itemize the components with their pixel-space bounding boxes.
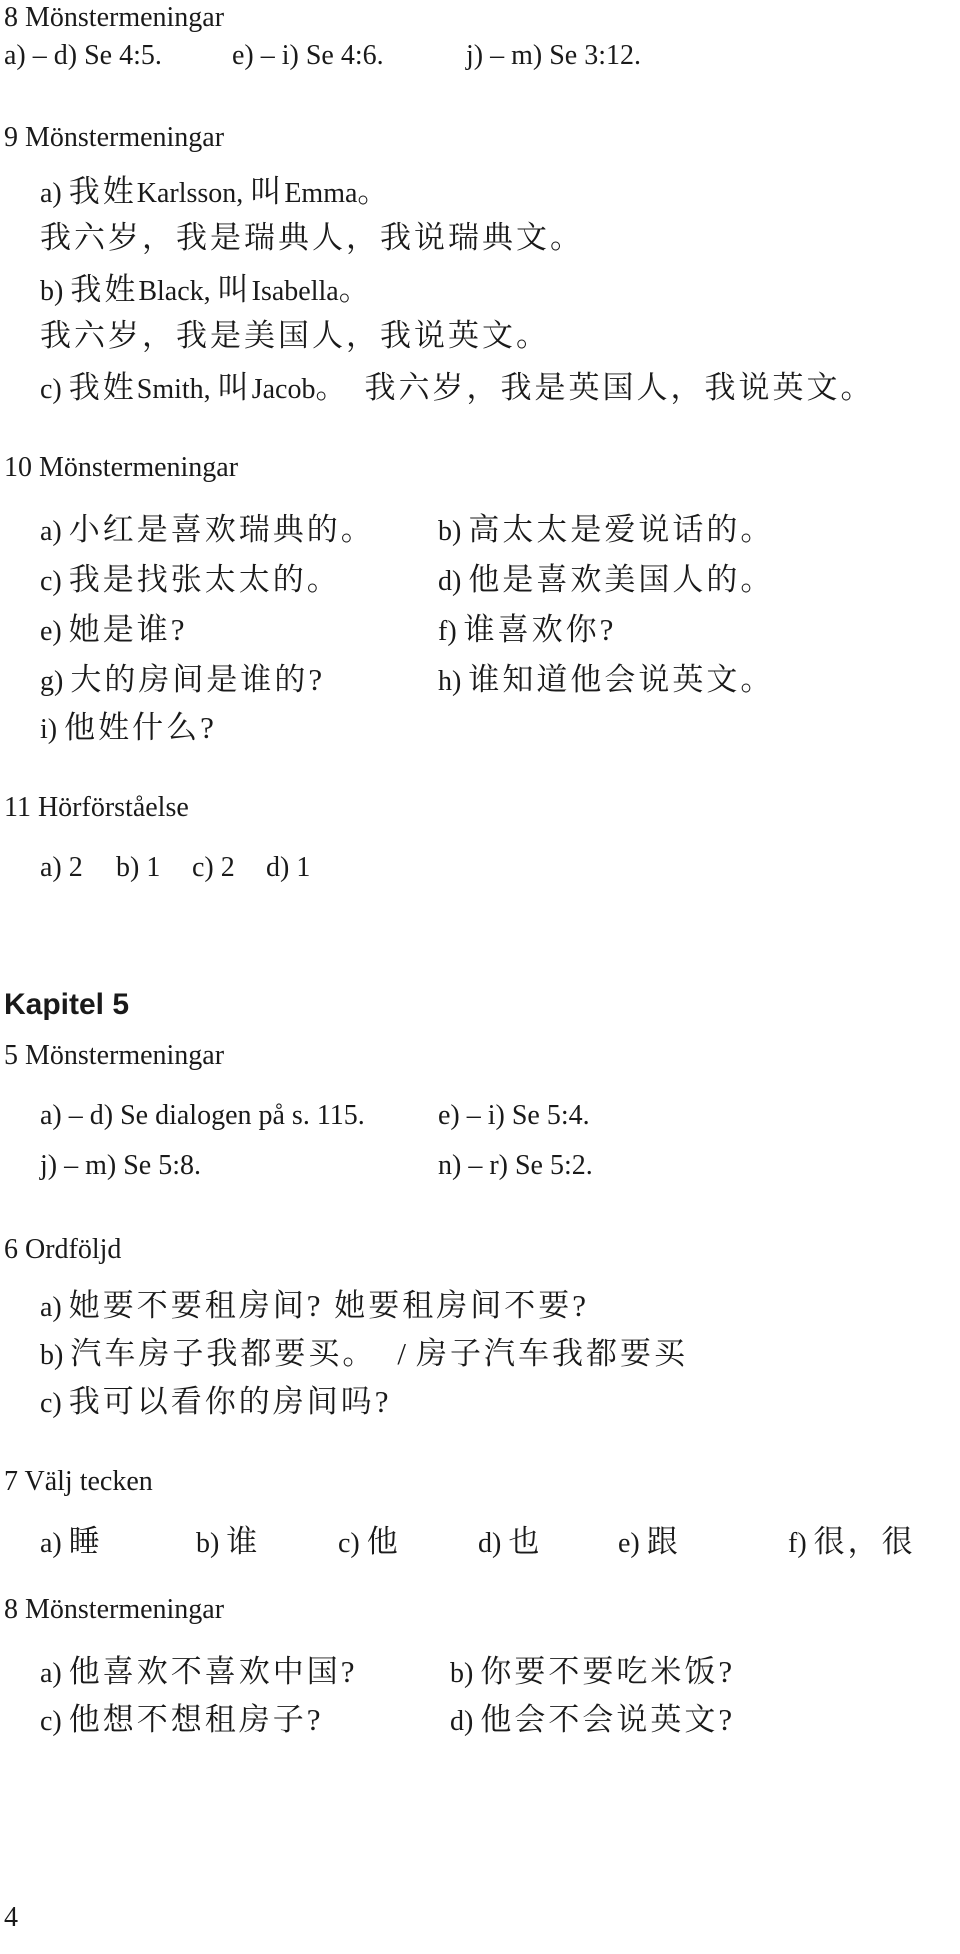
label: c): [40, 566, 62, 597]
s10-item-d: [438, 554, 774, 599]
cjk-text: 他是喜欢美国人的。: [468, 562, 775, 597]
cjk-text: 小红是喜欢瑞典的。: [68, 512, 375, 547]
label: f): [788, 1528, 807, 1559]
section-8-heading: 8 Mönstermeningar: [4, 2, 225, 33]
s8b-item-c: [40, 1694, 324, 1739]
s8-item-3: j) – m) Se 3:12.: [466, 40, 641, 71]
cjk-text: 汽车房子我都要买。: [70, 1336, 377, 1371]
label: a): [40, 178, 62, 209]
s9-line-a2: 我六岁，我是瑞典人，我说瑞典文。: [40, 220, 584, 255]
s10-item-a: [40, 504, 375, 549]
cjk-text: 她要不要租房间? 她要租房间不要?: [68, 1288, 590, 1323]
cjk-text: 他会不会说英文?: [480, 1702, 736, 1737]
s8b-item-d: [450, 1694, 735, 1739]
s6-item-c: [40, 1376, 392, 1421]
s8-item-1: a) – d) Se 4:5.: [4, 40, 162, 71]
cjk-text: 谁知道他会说英文。: [468, 662, 775, 697]
cjk-text: 谁: [226, 1524, 261, 1559]
cjk-text: 她是谁?: [68, 612, 188, 647]
label: e): [40, 616, 62, 647]
s11-item-b: b) 1: [116, 852, 161, 883]
cjk-text: 我可以看你的房间吗?: [68, 1384, 392, 1419]
latin-name: Isabella: [251, 276, 339, 307]
cjk-text: 我是找张太太的。: [68, 562, 341, 597]
s9-line-c: [40, 362, 874, 407]
s5-item-2: e) – i) Se 5:4.: [438, 1100, 590, 1131]
cjk-text: 他姓什么?: [64, 710, 217, 745]
s8-item-2: e) – i) Se 4:6.: [232, 40, 384, 71]
cjk-text: 我姓: [68, 174, 137, 209]
label: b): [40, 276, 64, 307]
section-5-heading: 5 Mönstermeningar: [4, 1040, 225, 1071]
label: d): [450, 1706, 474, 1737]
s7-item-f: [788, 1516, 916, 1561]
label: a): [40, 516, 62, 547]
label: d): [438, 566, 462, 597]
s10-item-i: [40, 702, 217, 747]
label: b): [196, 1528, 220, 1559]
cjk-text: 你要不要吃米饭?: [480, 1654, 736, 1689]
cjk-text: 睡: [68, 1524, 103, 1559]
s6-item-a: [40, 1280, 589, 1325]
s9-line-b2: 我六岁，我是美国人，我说英文。: [40, 318, 550, 353]
s10-item-b: [438, 504, 774, 549]
cjk-text: 高太太是爱说话的。: [468, 512, 775, 547]
cjk-punct: 。: [357, 174, 392, 209]
cjk-text: 叫: [250, 174, 285, 209]
s9-line-b: [40, 264, 373, 309]
latin-name: Jacob: [251, 374, 316, 405]
label: b): [450, 1658, 474, 1689]
latin-name: Karlsson,: [136, 178, 244, 209]
cjk-text: 也: [508, 1524, 543, 1559]
s10-item-h: [438, 654, 774, 699]
s8b-item-a: [40, 1646, 358, 1691]
cjk-punct: 。: [315, 370, 350, 405]
latin-name: Black,: [138, 276, 211, 307]
latin-name: Smith,: [136, 374, 211, 405]
label: c): [40, 374, 62, 405]
s10-item-c: [40, 554, 341, 599]
label: b): [40, 1340, 64, 1371]
s10-item-e: [40, 604, 188, 649]
cjk-text: 叫: [217, 272, 252, 307]
label: c): [40, 1388, 62, 1419]
cjk-punct: 。: [338, 272, 373, 307]
s7-item-d: [478, 1516, 542, 1561]
label: b): [438, 516, 462, 547]
s8b-item-b: [450, 1646, 735, 1691]
s11-item-a: a) 2: [40, 852, 83, 883]
separator: /: [397, 1336, 409, 1371]
s9-line-a: [40, 166, 391, 211]
label: f): [438, 616, 457, 647]
label: a): [40, 1292, 62, 1323]
label: g): [40, 666, 64, 697]
s7-item-a: [40, 1516, 103, 1561]
s5-item-4: n) – r) Se 5:2.: [438, 1150, 593, 1181]
section-7-heading: 7 Välj tecken: [4, 1466, 153, 1497]
label: a): [40, 1528, 62, 1559]
cjk-text: 谁喜欢你?: [463, 612, 617, 647]
page-number: 4: [4, 1902, 18, 1933]
section-9-heading: 9 Mönstermeningar: [4, 122, 225, 153]
section-8b-heading: 8 Mönstermeningar: [4, 1594, 225, 1625]
s7-item-c: [338, 1516, 401, 1561]
section-10-heading: 10 Mönstermeningar: [4, 452, 239, 483]
label: h): [438, 666, 462, 697]
s10-item-f: [438, 604, 616, 649]
cjk-text: 很，很: [813, 1524, 916, 1559]
label: e): [618, 1528, 640, 1559]
label: i): [40, 714, 58, 745]
cjk-text: 大的房间是谁的?: [70, 662, 326, 697]
cjk-text: 我姓: [70, 272, 139, 307]
s5-item-1: a) – d) Se dialogen på s. 115.: [40, 1100, 365, 1131]
cjk-text: 房子汽车我都要买: [415, 1336, 688, 1371]
cjk-text: 叫: [217, 370, 252, 405]
label: d): [478, 1528, 502, 1559]
label: c): [40, 1706, 62, 1737]
cjk-text: 他: [366, 1524, 401, 1559]
cjk-text: 我姓: [68, 370, 137, 405]
chapter-title: Kapitel 5: [4, 988, 130, 1021]
s11-item-d: d) 1: [266, 852, 311, 883]
cjk-text: 跟: [646, 1524, 681, 1559]
latin-name: Emma: [284, 178, 358, 209]
section-6-heading: 6 Ordföljd: [4, 1234, 122, 1265]
s10-item-g: [40, 654, 325, 699]
s6-item-b: [40, 1328, 688, 1373]
cjk-text: 我六岁，我是英国人，我说英文。: [364, 370, 875, 405]
cjk-text: 他喜欢不喜欢中国?: [68, 1654, 358, 1689]
s7-item-b: [196, 1516, 260, 1561]
label: c): [338, 1528, 360, 1559]
section-11-heading: 11 Hörförståelse: [4, 792, 189, 823]
s7-item-e: [618, 1516, 681, 1561]
label: a): [40, 1658, 62, 1689]
s5-item-3: j) – m) Se 5:8.: [40, 1150, 201, 1181]
s11-item-c: c) 2: [192, 852, 235, 883]
cjk-text: 他想不想租房子?: [68, 1702, 324, 1737]
